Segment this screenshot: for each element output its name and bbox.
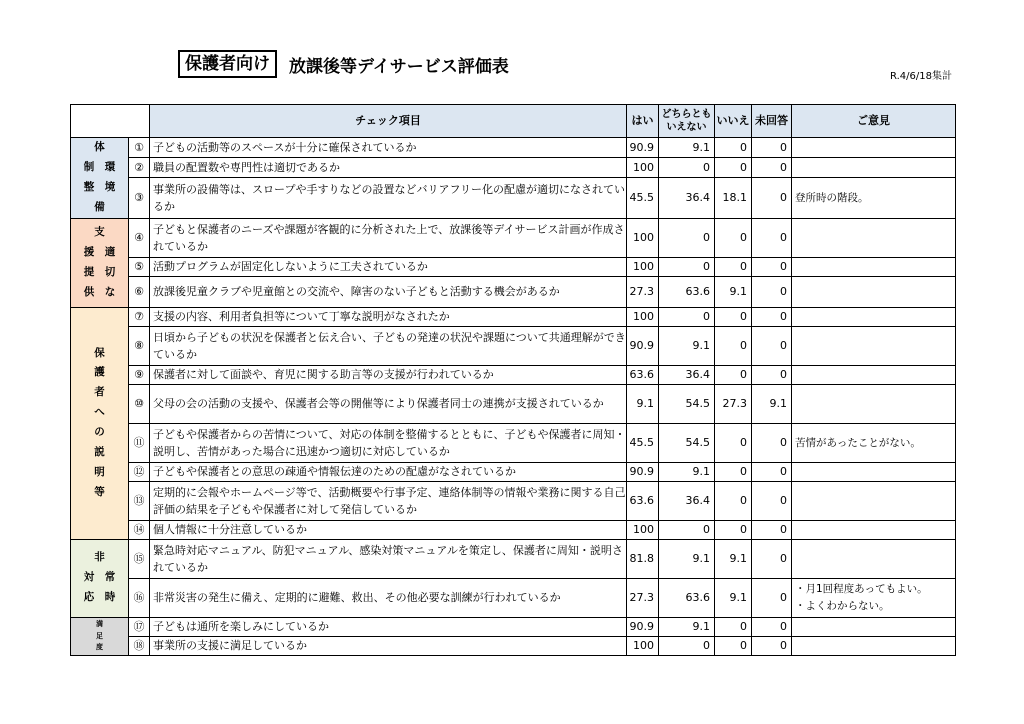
value-neither: 0 — [659, 218, 715, 257]
value-yes: 45.5 — [627, 177, 659, 218]
opinion: 登所時の階段。 — [792, 177, 956, 218]
table-row — [71, 423, 956, 462]
row-number: ⑧ — [129, 326, 150, 365]
row-number: ⑭ — [129, 520, 150, 539]
category-emergency: 非 対 常 応 時 — [71, 539, 129, 617]
value-no-answer: 0 — [752, 617, 792, 636]
table-row — [71, 157, 956, 177]
header-check-item: チェック項目 — [150, 105, 627, 138]
table-row — [71, 257, 956, 276]
row-number: ⑮ — [129, 539, 150, 578]
category-satisfaction: 満 足 度 — [71, 617, 129, 655]
value-no-answer: 0 — [752, 177, 792, 218]
opinion — [792, 307, 956, 326]
value-yes: 100 — [627, 636, 659, 655]
audience-badge: 保護者向け — [178, 50, 277, 78]
table-row — [71, 138, 956, 158]
value-yes: 100 — [627, 307, 659, 326]
value-neither: 63.6 — [659, 276, 715, 307]
value-yes: 27.3 — [627, 578, 659, 617]
value-yes: 90.9 — [627, 617, 659, 636]
check-item: 保護者に対して面談や、育児に関する助言等の支援が行われているか — [150, 365, 627, 384]
value-no-answer: 0 — [752, 462, 792, 481]
value-no: 0 — [715, 520, 752, 539]
value-no: 9.1 — [715, 539, 752, 578]
value-neither: 0 — [659, 257, 715, 276]
value-no: 9.1 — [715, 578, 752, 617]
value-no-answer: 0 — [752, 218, 792, 257]
check-item: 事業所の設備等は、スロープや手すりなどの設置などバリアフリー化の配慮が適切になされているか — [150, 177, 627, 218]
check-item: 職員の配置数や専門性は適切であるか — [150, 157, 627, 177]
value-yes: 9.1 — [627, 384, 659, 423]
value-no-answer: 0 — [752, 157, 792, 177]
table-row — [71, 307, 956, 326]
value-no: 9.1 — [715, 276, 752, 307]
value-yes: 90.9 — [627, 462, 659, 481]
check-item: 子どもは通所を楽しみにしているか — [150, 617, 627, 636]
value-neither: 0 — [659, 520, 715, 539]
value-no-answer: 0 — [752, 520, 792, 539]
value-yes: 100 — [627, 218, 659, 257]
value-no-answer: 0 — [752, 539, 792, 578]
check-item: 子どもや保護者との意思の疎通や情報伝達のための配慮がなされているか — [150, 462, 627, 481]
value-no: 0 — [715, 481, 752, 520]
value-yes: 45.5 — [627, 423, 659, 462]
row-number: ① — [129, 138, 150, 158]
header-no-answer: 未回答 — [752, 105, 792, 138]
row-number: ③ — [129, 177, 150, 218]
value-no: 27.3 — [715, 384, 752, 423]
opinion — [792, 257, 956, 276]
value-no-answer: 0 — [752, 423, 792, 462]
row-number: ⑨ — [129, 365, 150, 384]
check-item: 子どもや保護者からの苦情について、対応の体制を整備するとともに、子どもや保護者に周知・説明し、苦情があった場合に迅速かつ適切に対応しているか — [150, 423, 627, 462]
value-neither: 0 — [659, 157, 715, 177]
check-item: 父母の会の活動の支援や、保護者会等の開催等により保護者同士の連携が支援されているか — [150, 384, 627, 423]
header-yes: はい — [627, 105, 659, 138]
value-no: 0 — [715, 157, 752, 177]
check-item: 事業所の支援に満足しているか — [150, 636, 627, 655]
value-yes: 100 — [627, 257, 659, 276]
value-neither: 0 — [659, 636, 715, 655]
row-number: ② — [129, 157, 150, 177]
check-item: 個人情報に十分注意しているか — [150, 520, 627, 539]
value-neither: 54.5 — [659, 384, 715, 423]
value-neither: 54.5 — [659, 423, 715, 462]
value-yes: 90.9 — [627, 326, 659, 365]
value-no: 0 — [715, 423, 752, 462]
value-neither: 36.4 — [659, 365, 715, 384]
check-item: 日頃から子どもの状況を保護者と伝え合い、子どもの発達の状況や課題について共通理解ができているか — [150, 326, 627, 365]
row-number: ⑪ — [129, 423, 150, 462]
value-no-answer: 0 — [752, 636, 792, 655]
opinion — [792, 138, 956, 158]
value-no-answer: 0 — [752, 326, 792, 365]
opinion — [792, 157, 956, 177]
value-no-answer: 0 — [752, 138, 792, 158]
opinion — [792, 462, 956, 481]
opinion — [792, 326, 956, 365]
value-neither: 0 — [659, 307, 715, 326]
row-number: ⑱ — [129, 636, 150, 655]
value-no-answer: 0 — [752, 578, 792, 617]
value-no-answer: 9.1 — [752, 384, 792, 423]
value-yes: 100 — [627, 157, 659, 177]
value-no: 0 — [715, 636, 752, 655]
page-title: 放課後等デイサービス評価表 — [289, 56, 509, 77]
table-row — [71, 177, 956, 218]
value-no: 0 — [715, 257, 752, 276]
opinion — [792, 276, 956, 307]
value-neither: 36.4 — [659, 177, 715, 218]
header-opinion: ご意見 — [792, 105, 956, 138]
value-no: 0 — [715, 462, 752, 481]
value-no-answer: 0 — [752, 276, 792, 307]
opinion — [792, 520, 956, 539]
value-no: 0 — [715, 138, 752, 158]
header-row — [71, 105, 956, 138]
header-no: いいえ — [715, 105, 752, 138]
value-no: 0 — [715, 326, 752, 365]
value-no-answer: 0 — [752, 481, 792, 520]
value-neither: 9.1 — [659, 326, 715, 365]
row-number: ⑤ — [129, 257, 150, 276]
value-no: 18.1 — [715, 177, 752, 218]
table-row — [71, 365, 956, 384]
header-blank — [71, 105, 150, 138]
table-row — [71, 481, 956, 520]
value-no: 0 — [715, 218, 752, 257]
value-no: 0 — [715, 365, 752, 384]
value-no-answer: 0 — [752, 307, 792, 326]
check-item: 子どもの活動等のスペースが十分に確保されているか — [150, 138, 627, 158]
value-yes: 81.8 — [627, 539, 659, 578]
opinion: 苦情があったことがない。 — [792, 423, 956, 462]
header-neither: どちらとも いえない — [659, 105, 715, 138]
value-neither: 63.6 — [659, 578, 715, 617]
table-row — [71, 539, 956, 578]
value-no: 0 — [715, 617, 752, 636]
table-row — [71, 636, 956, 655]
check-item: 子どもと保護者のニーズや課題が客観的に分析された上で、放課後等デイサービス計画が作成されているか — [150, 218, 627, 257]
value-no-answer: 0 — [752, 257, 792, 276]
table-row — [71, 326, 956, 365]
tally-date: R.4/6/18集計 — [890, 71, 952, 82]
category-guardian-explanation: 保 護 者 へ の 説 明 等 — [71, 307, 129, 539]
table-row — [71, 218, 956, 257]
check-item: 支援の内容、利用者負担等について丁寧な説明がなされたか — [150, 307, 627, 326]
title-area — [178, 50, 509, 78]
value-neither: 36.4 — [659, 481, 715, 520]
row-number: ⑯ — [129, 578, 150, 617]
value-yes: 27.3 — [627, 276, 659, 307]
opinion — [792, 218, 956, 257]
table-row — [71, 617, 956, 636]
opinion — [792, 617, 956, 636]
value-yes: 90.9 — [627, 138, 659, 158]
opinion — [792, 365, 956, 384]
value-neither: 9.1 — [659, 138, 715, 158]
value-yes: 100 — [627, 520, 659, 539]
opinion — [792, 539, 956, 578]
opinion — [792, 384, 956, 423]
opinion — [792, 636, 956, 655]
category-environment: 体 制 環 整 境 備 — [71, 138, 129, 219]
table-row — [71, 520, 956, 539]
check-item: 定期的に会報やホームページ等で、活動概要や行事予定、連絡体制等の情報や業務に関する自己評価の結果を子どもや保護者に対して発信しているか — [150, 481, 627, 520]
table-row — [71, 462, 956, 481]
row-number: ⑫ — [129, 462, 150, 481]
table-row — [71, 276, 956, 307]
opinion — [792, 481, 956, 520]
check-item: 活動プログラムが固定化しないように工夫されているか — [150, 257, 627, 276]
check-item: 緊急時対応マニュアル、防犯マニュアル、感染対策マニュアルを策定し、保護者に周知・説明されているか — [150, 539, 627, 578]
row-number: ④ — [129, 218, 150, 257]
row-number: ⑥ — [129, 276, 150, 307]
value-no: 0 — [715, 307, 752, 326]
value-yes: 63.6 — [627, 481, 659, 520]
table-row — [71, 384, 956, 423]
table-row — [71, 578, 956, 617]
check-item: 非常災害の発生に備え、定期的に避難、救出、その他必要な訓練が行われているか — [150, 578, 627, 617]
value-neither: 9.1 — [659, 617, 715, 636]
category-support: 支 援 適 提 切 供 な — [71, 218, 129, 307]
row-number: ⑬ — [129, 481, 150, 520]
check-item: 放課後児童クラブや児童館との交流や、障害のない子どもと活動する機会があるか — [150, 276, 627, 307]
value-neither: 9.1 — [659, 539, 715, 578]
value-yes: 63.6 — [627, 365, 659, 384]
value-no-answer: 0 — [752, 365, 792, 384]
row-number: ⑦ — [129, 307, 150, 326]
opinion: ・月1回程度あってもよい。 ・よくわからない。 — [792, 578, 956, 617]
value-neither: 9.1 — [659, 462, 715, 481]
row-number: ⑰ — [129, 617, 150, 636]
evaluation-table — [70, 104, 956, 656]
row-number: ⑩ — [129, 384, 150, 423]
